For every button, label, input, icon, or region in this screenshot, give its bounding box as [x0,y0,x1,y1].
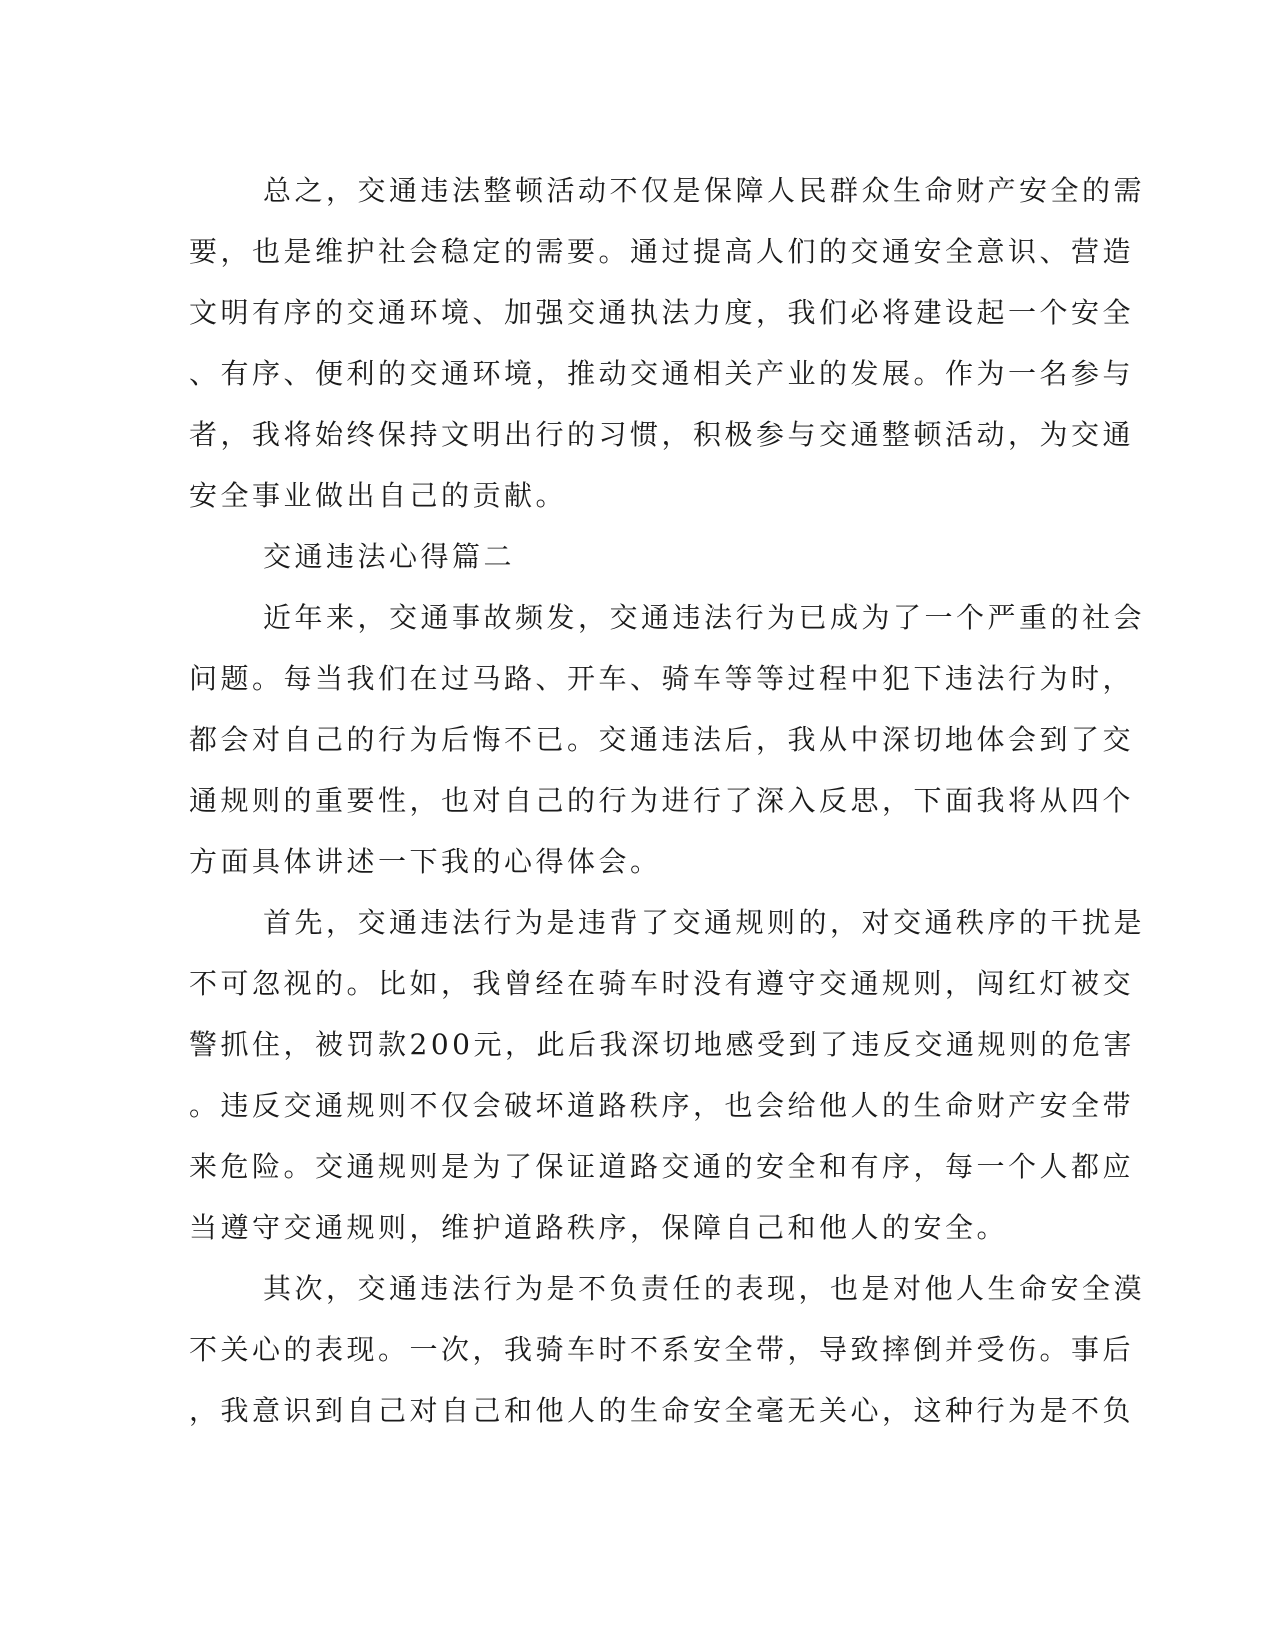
text-line: 总之，交通违法整顿活动不仅是保障人民群众生命财产安全的需 [263,174,1146,207]
text-line: 。违反交通规则不仅会破坏道路秩序，也会给他人的生命财产安全带 [189,1089,1135,1122]
text-line: 当遵守交通规则，维护道路秩序，保障自己和他人的安全。 [189,1211,1009,1244]
section-title: 交通违法心得篇二 [263,540,516,573]
text-line: 首先，交通违法行为是违背了交通规则的，对交通秩序的干扰是 [263,906,1146,939]
section-heading [189,526,1079,587]
paragraph-second [189,1258,1146,1441]
text-line: 问题。每当我们在过马路、开车、骑车等等过程中犯下违法行为时， [189,662,1135,695]
text-line: 文明有序的交通环境、加强交通执法力度，我们必将建设起一个安全 [189,296,1135,329]
text-line: 近年来，交通事故频发，交通违法行为已成为了一个严重的社会 [263,601,1146,634]
text-line: 都会对自己的行为后悔不已。交通违法后，我从中深切地体会到了交 [189,723,1135,756]
paragraph-conclusion [189,160,1146,526]
text-line: 其次，交通违法行为是不负责任的表现，也是对他人生命安全漠 [263,1272,1146,1305]
text-line: 不可忽视的。比如，我曾经在骑车时没有遵守交通规则，闯红灯被交 [189,967,1135,1000]
text-line: 通规则的重要性，也对自己的行为进行了深入反思，下面我将从四个 [189,784,1135,817]
text-line: 者，我将始终保持文明出行的习惯，积极参与交通整顿活动，为交通 [189,418,1135,451]
text-line: 不关心的表现。一次，我骑车时不系安全带，导致摔倒并受伤。事后 [189,1333,1135,1366]
paragraph-first [189,892,1146,1258]
text-line: 方面具体讲述一下我的心得体会。 [189,845,662,878]
text-line: ，我意识到自己对自己和他人的生命安全毫无关心，这种行为是不负 [189,1394,1135,1427]
text-line: 来危险。交通规则是为了保证道路交通的安全和有序，每一个人都应 [189,1150,1135,1183]
text-line: 要，也是维护社会稳定的需要。通过提高人们的交通安全意识、营造 [189,235,1135,268]
paragraph-intro [189,587,1146,892]
text-line: 警抓住，被罚款200元，此后我深切地感受到了违反交通规则的危害 [189,1028,1135,1061]
document-body [189,160,1146,1441]
text-line: 安全事业做出自己的贡献。 [189,479,568,512]
text-line: 、有序、便利的交通环境，推动交通相关产业的发展。作为一名参与 [189,357,1135,390]
